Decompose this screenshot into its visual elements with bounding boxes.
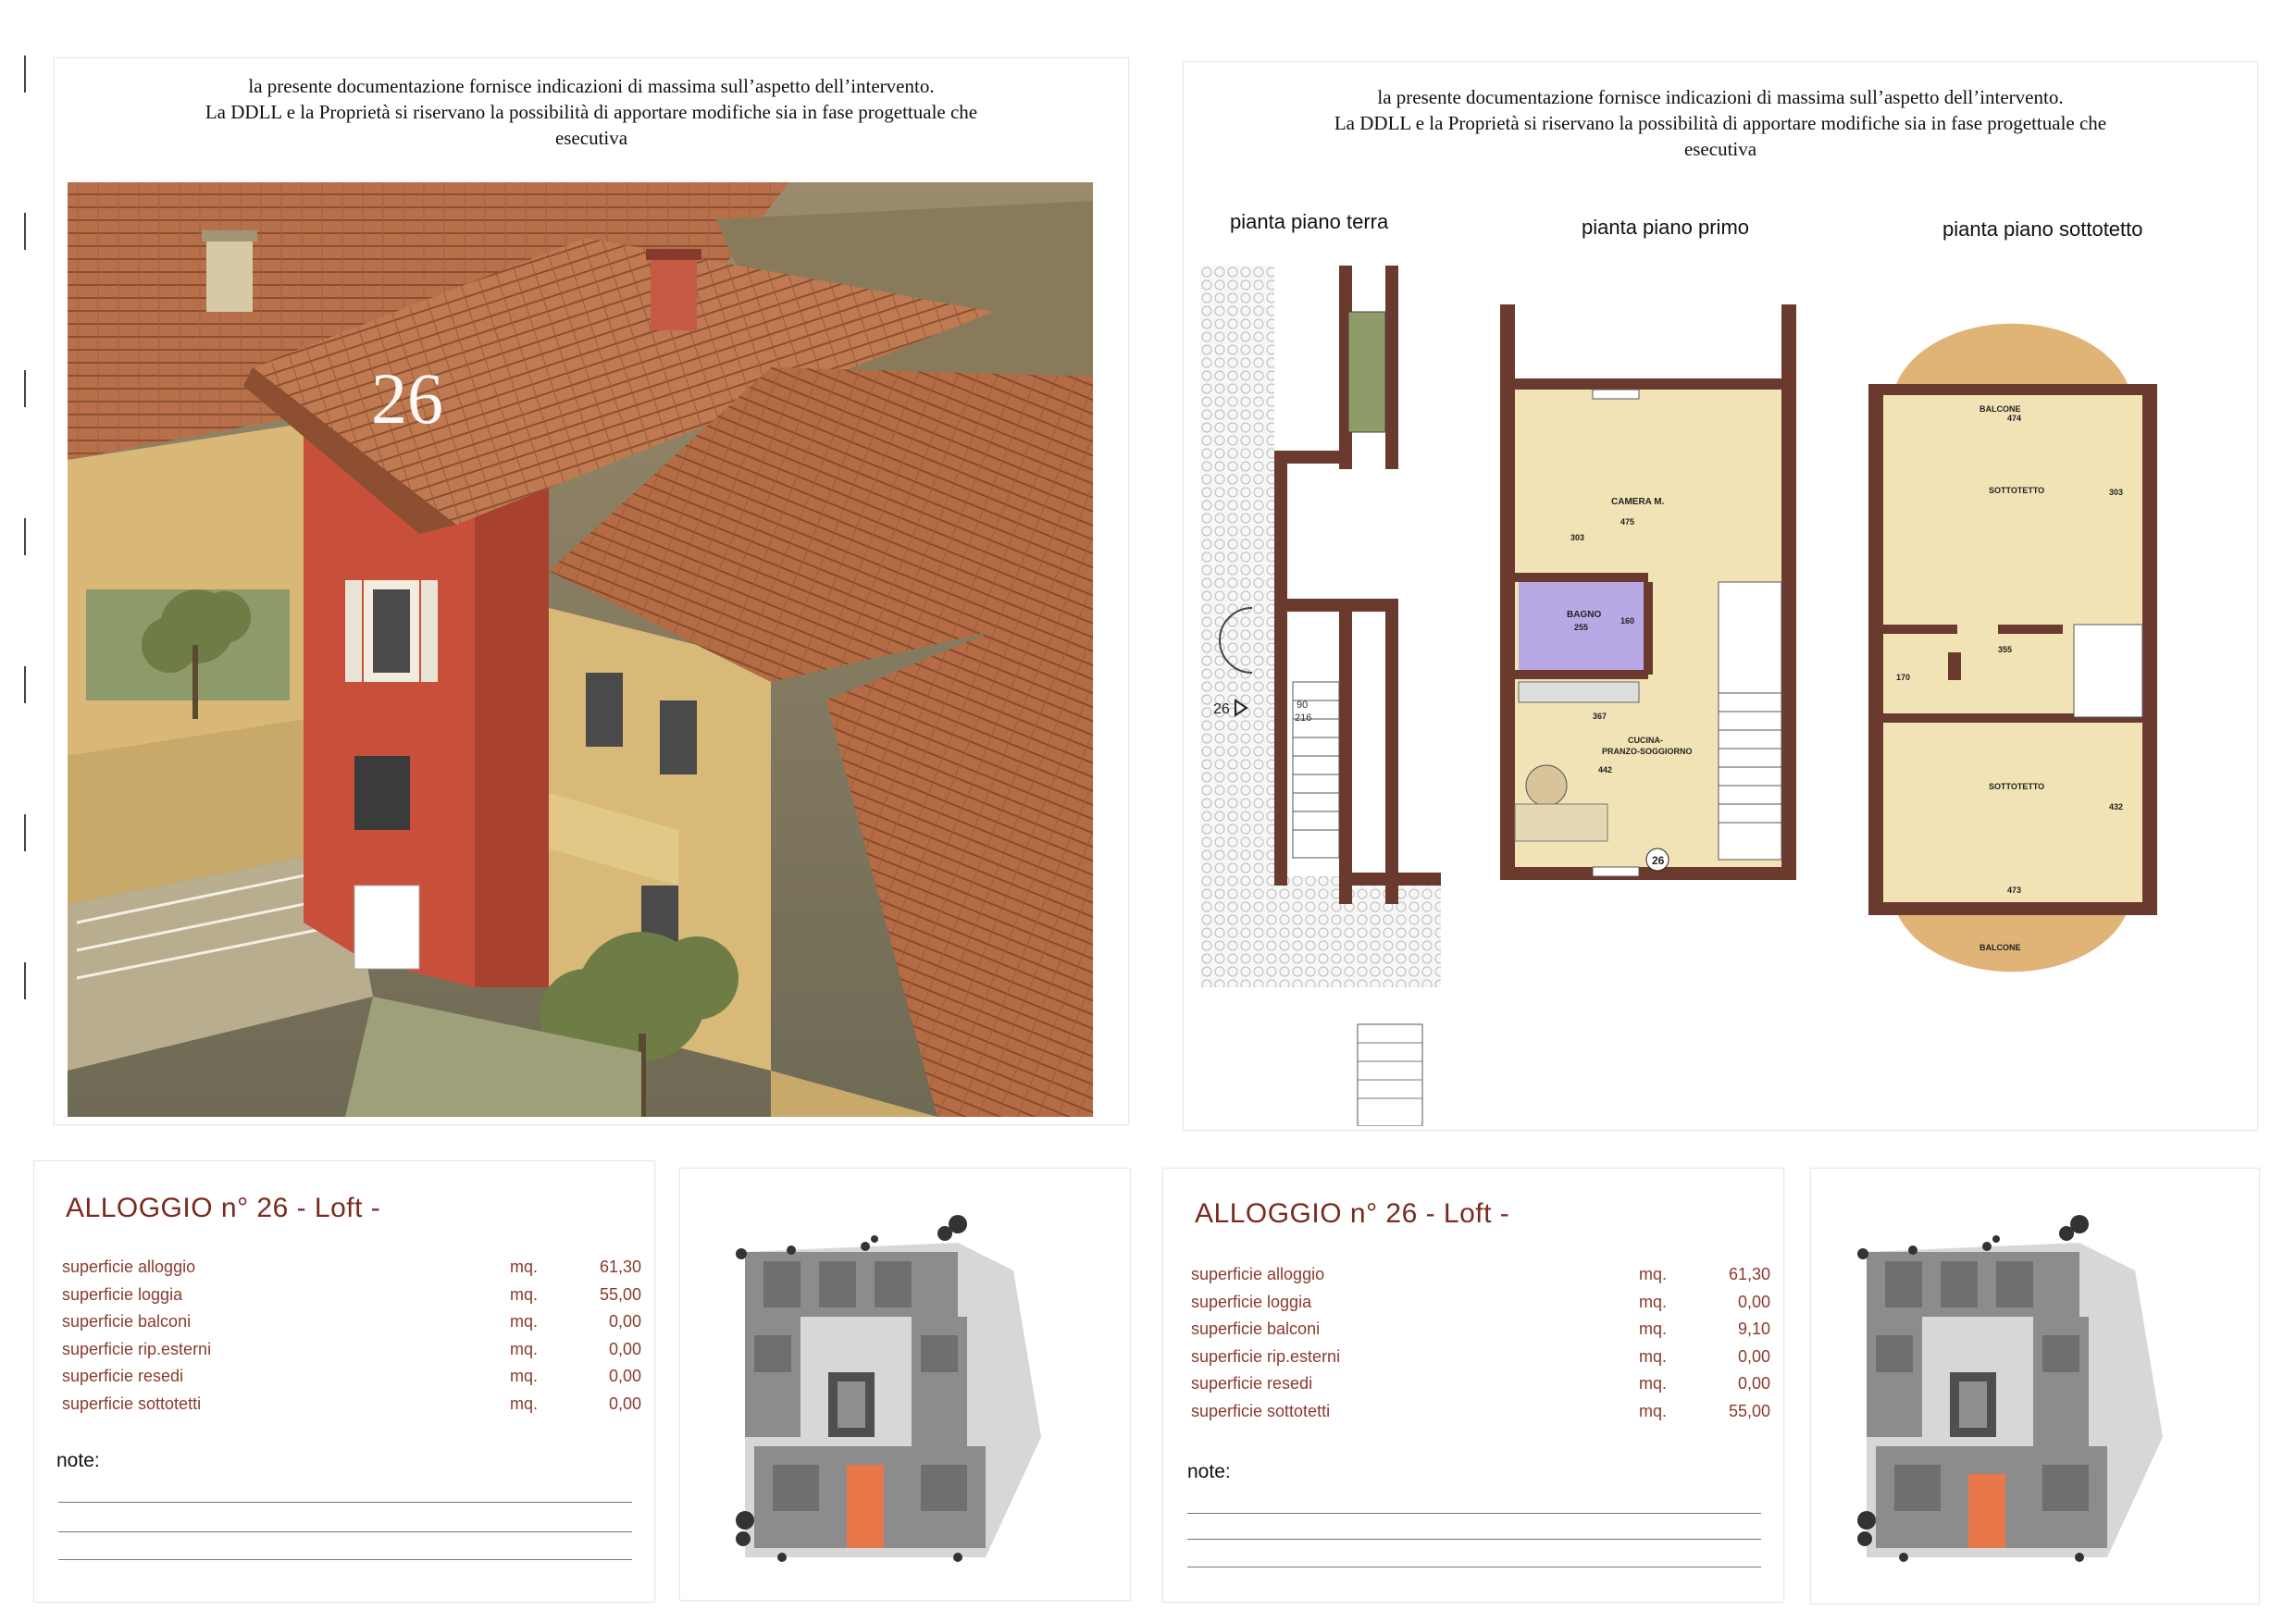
right-info-title: ALLOGGIO n° 26 - Loft -	[1195, 1198, 1510, 1229]
ground-door-dims: 216	[1295, 712, 1312, 724]
attic-bottom-width: 473	[2007, 886, 2022, 895]
left-info-panel	[33, 1160, 655, 1603]
spec-value: 55,00	[599, 1284, 641, 1304]
spec-unit: mq.	[1639, 1292, 1668, 1311]
spec-row	[1191, 1346, 1770, 1375]
cucina-label: CUCINA-	[1628, 736, 1663, 745]
spec-row	[1191, 1319, 1770, 1347]
ground-floor-title: pianta piano terra	[1230, 210, 1389, 233]
spec-label: superficie rip.esterni	[1191, 1346, 1341, 1366]
spec-value: 61,30	[599, 1258, 641, 1276]
spec-unit: mq.	[1639, 1265, 1668, 1283]
disclaimer-line-1: la presente documentazione fornisce indicazioni di massima sull’aspetto dell’intervento.	[1377, 86, 2064, 108]
attic-top-height: 303	[2109, 488, 2124, 497]
spec-unit: mq.	[1639, 1346, 1668, 1366]
attic-bottom-height: 432	[2109, 802, 2124, 812]
spec-value: 0,00	[608, 1312, 641, 1331]
spec-label: superficie balconi	[1191, 1319, 1321, 1338]
left-rendering-panel	[54, 57, 1129, 1125]
spec-unit: mq.	[1639, 1401, 1668, 1420]
spec-value: 0,00	[608, 1367, 641, 1385]
bagno-height: 160	[1620, 616, 1635, 626]
camera-height: 303	[1570, 533, 1585, 542]
right-site-plan-panel	[1810, 1168, 2260, 1604]
spec-unit: mq.	[1639, 1319, 1668, 1338]
attic-top-width: 474	[2007, 414, 2022, 423]
left-site-plan	[680, 1169, 1130, 1600]
unit-number-label: 26	[371, 358, 443, 439]
spec-label: superficie balconi	[62, 1312, 192, 1331]
spec-label: superficie rip.esterni	[62, 1339, 212, 1358]
spec-row	[1191, 1401, 1770, 1430]
spec-value: 0,00	[608, 1394, 641, 1413]
note-line	[1187, 1539, 1761, 1540]
note-line	[58, 1559, 632, 1560]
left-disclaimer	[55, 73, 1128, 151]
spec-row	[62, 1394, 641, 1422]
bagno-width: 255	[1574, 623, 1589, 632]
right-plans-panel	[1183, 61, 2258, 1131]
building-rendering	[68, 182, 1093, 1117]
right-info-panel	[1162, 1168, 1784, 1603]
ground-unit-marker: 26	[1213, 701, 1230, 717]
right-spec-table	[1191, 1265, 1770, 1429]
spec-value: 61,30	[1728, 1265, 1770, 1283]
attic-mid-width: 355	[1998, 645, 2013, 654]
spec-row	[62, 1258, 641, 1285]
sottotetto-1-label: SOTTOTETTO	[1989, 486, 2045, 495]
spec-value: 0,00	[1737, 1374, 1770, 1393]
spec-unit: mq.	[510, 1367, 539, 1385]
spec-value: 0,00	[1737, 1292, 1770, 1311]
scan-mark	[24, 213, 26, 250]
bagno-label: BAGNO	[1567, 610, 1602, 620]
scan-mark	[24, 56, 26, 93]
spec-label: superficie alloggio	[62, 1258, 196, 1276]
spec-value: 9,10	[1737, 1319, 1770, 1338]
kitchen-width: 367	[1593, 712, 1607, 721]
balcone-top-label: BALCONE	[1980, 404, 2021, 414]
note-line	[1187, 1513, 1761, 1514]
attic-floor-plan	[1859, 291, 2229, 1032]
spec-unit: mq.	[510, 1339, 539, 1358]
disclaimer-line-3: esecutiva	[1683, 138, 1757, 160]
spec-unit: mq.	[1639, 1374, 1668, 1393]
ground-floor-plan	[1200, 266, 1441, 1126]
attic-floor-title: pianta piano sottotetto	[1942, 217, 2143, 241]
spec-unit: mq.	[510, 1258, 539, 1276]
scan-mark	[24, 962, 26, 999]
right-note-label: note:	[1187, 1461, 1231, 1482]
note-line	[58, 1531, 632, 1532]
spec-row	[1191, 1374, 1770, 1402]
first-floor-plan	[1482, 304, 1833, 989]
spec-value: 0,00	[1737, 1346, 1770, 1366]
spec-unit: mq.	[510, 1394, 539, 1413]
disclaimer-line-1: la presente documentazione fornisce indicazioni di massima sull’aspetto dell’intervento.	[248, 75, 935, 97]
spec-row	[1191, 1265, 1770, 1293]
left-spec-table	[62, 1258, 641, 1421]
spec-label: superficie sottotetti	[62, 1394, 202, 1413]
spec-value: 55,00	[1728, 1401, 1770, 1420]
note-line	[58, 1502, 632, 1503]
scan-mark	[24, 666, 26, 703]
spec-row	[62, 1339, 641, 1368]
scan-mark	[24, 518, 26, 555]
spec-value: 0,00	[608, 1339, 641, 1358]
first-unit-marker: 26	[1652, 854, 1665, 867]
spec-row	[1191, 1292, 1770, 1320]
spec-label: superficie resedi	[1191, 1374, 1313, 1393]
spec-unit: mq.	[510, 1284, 539, 1304]
spec-label: superficie alloggio	[1191, 1265, 1325, 1283]
disclaimer-line-2: La DDLL e la Proprietà si riservano la possibilità di apportare modifiche sia in fase progettuale che	[205, 101, 978, 123]
camera-width: 475	[1620, 517, 1635, 527]
sottotetto-2-label: SOTTOTETTO	[1989, 782, 2045, 791]
left-note-label: note:	[56, 1450, 100, 1471]
spec-row	[62, 1312, 641, 1340]
scan-mark	[24, 370, 26, 407]
first-floor-title: pianta piano primo	[1582, 216, 1750, 239]
disclaimer-line-2: La DDLL e la Proprietà si riservano la possibilità di apportare modifiche sia in fase progettuale che	[1334, 112, 2107, 134]
left-info-title: ALLOGGIO n° 26 - Loft -	[66, 1193, 381, 1223]
spec-label: superficie loggia	[62, 1284, 183, 1304]
spec-row	[62, 1284, 641, 1313]
scan-mark	[24, 814, 26, 851]
attic-mid-height: 170	[1896, 673, 1911, 682]
cucina-label-2: PRANZO-SOGGIORNO	[1602, 747, 1693, 756]
camera-label: CAMERA M.	[1611, 497, 1665, 507]
balcone-bottom-label: BALCONE	[1980, 943, 2021, 952]
spec-label: superficie sottotetti	[1191, 1401, 1331, 1420]
disclaimer-line-3: esecutiva	[554, 127, 628, 149]
right-site-plan	[1811, 1169, 2259, 1604]
ground-door-dims: 90	[1297, 700, 1309, 711]
spec-label: superficie resedi	[62, 1367, 184, 1385]
spec-label: superficie loggia	[1191, 1292, 1312, 1311]
living-height: 442	[1598, 765, 1613, 774]
right-disclaimer	[1202, 84, 2239, 162]
left-site-plan-panel	[679, 1168, 1131, 1601]
spec-unit: mq.	[510, 1312, 539, 1331]
spec-row	[62, 1367, 641, 1394]
